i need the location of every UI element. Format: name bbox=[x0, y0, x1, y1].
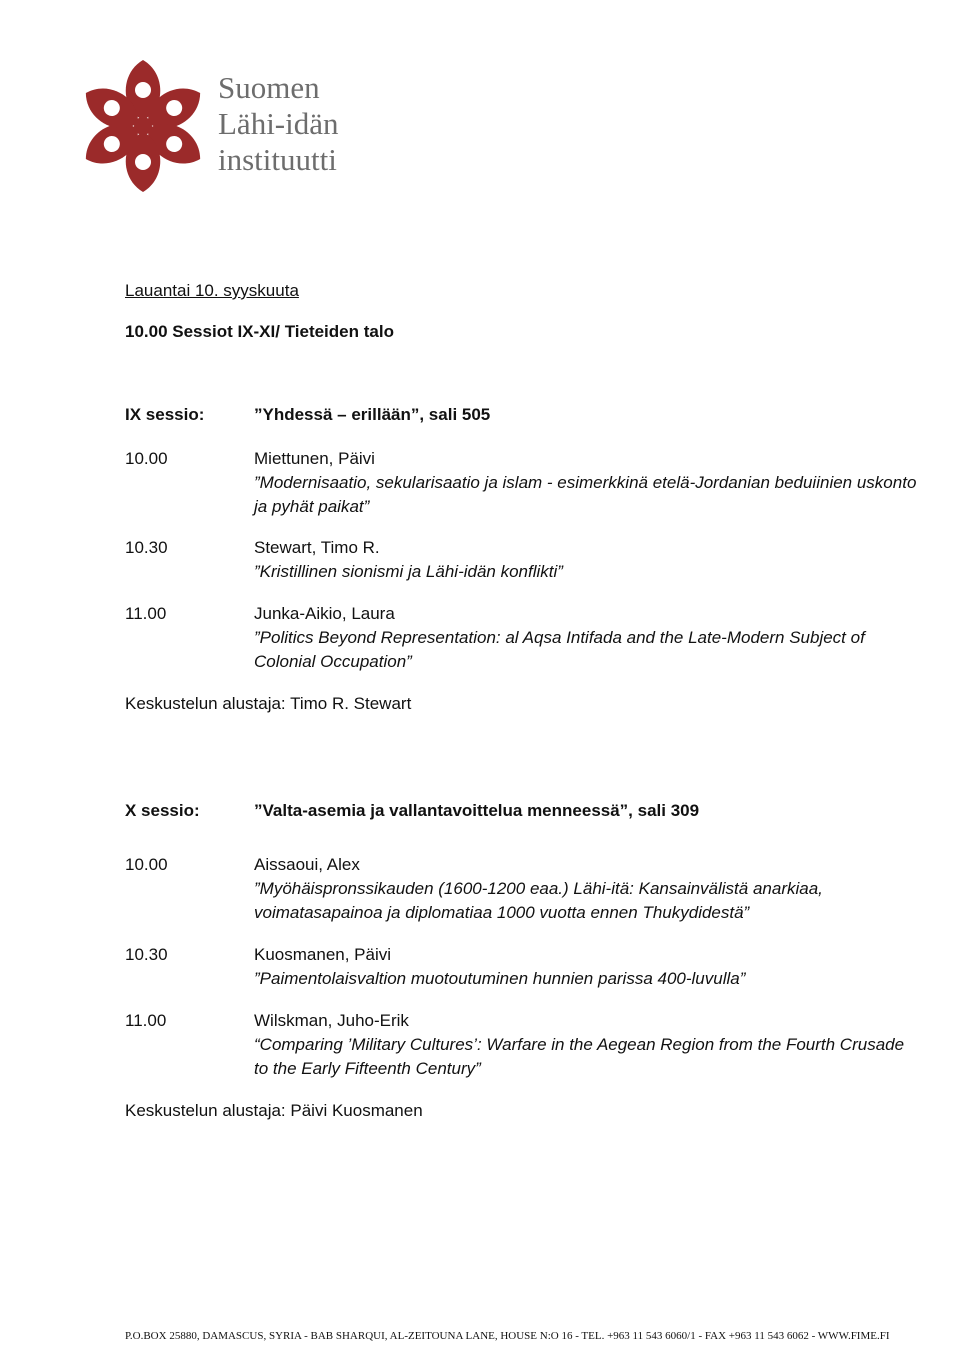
sessions-subheading: 10.00 Sessiot IX-XI/ Tieteiden talo bbox=[125, 322, 394, 341]
session-x-discussant: Keskustelun alustaja: Päivi Kuosmanen bbox=[125, 1101, 423, 1120]
session-ix-label: IX sessio: bbox=[125, 405, 205, 424]
talk-title: ”Politics Beyond Representation: al Aqsa Intifada and the Late-Modern Subject of bbox=[254, 628, 865, 647]
session-ix-discussant: Keskustelun alustaja: Timo R. Stewart bbox=[125, 694, 412, 713]
talk-speaker: Wilskman, Juho-Erik bbox=[254, 1011, 409, 1030]
logo-line2: Lähi-idän bbox=[218, 106, 339, 141]
talk-time: 10.30 bbox=[125, 945, 168, 964]
session-x-title: ”Valta-asemia ja vallantavoittelua menneessä”, sali 309 bbox=[254, 801, 700, 820]
talk-speaker: Junka-Aikio, Laura bbox=[254, 604, 395, 623]
date-heading: Lauantai 10. syyskuuta bbox=[125, 281, 299, 300]
talk-time: 11.00 bbox=[125, 604, 167, 623]
talk-speaker: Kuosmanen, Päivi bbox=[254, 945, 392, 964]
talk-title: ja pyhät paikat” bbox=[254, 497, 370, 516]
session-x-label: X sessio: bbox=[125, 801, 200, 820]
session-ix-title-text: Yhdessä – erillään”, sali 505 bbox=[262, 405, 491, 424]
talk-title: ”Modernisaatio, sekularisaatio ja islam - esimerkkinä etelä-Jordanian beduiinien uskonto bbox=[254, 473, 917, 492]
talk-speaker: Miettunen, Päivi bbox=[254, 449, 375, 468]
talk-title: ”Kristillinen sionismi ja Lähi-idän konflikti” bbox=[254, 562, 563, 581]
session-ix-title: ”Yhdessä – erillään”, sali 505 bbox=[254, 405, 491, 424]
logo-text bbox=[218, 70, 339, 178]
logo-line3: instituutti bbox=[218, 142, 337, 177]
talk-time: 10.00 bbox=[125, 449, 168, 468]
talk-time: 10.30 bbox=[125, 538, 168, 557]
talk-title: Colonial Occupation” bbox=[254, 652, 412, 671]
flower-logo-icon bbox=[68, 48, 218, 198]
talk-title: to the Early Fifteenth Century” bbox=[254, 1059, 481, 1078]
institute-logo bbox=[68, 48, 368, 203]
talk-title: ”Myöhäispronssikauden (1600-1200 eaa.) Lähi-itä: Kansainvälistä anarkiaa, bbox=[254, 879, 823, 898]
talk-speaker: Stewart, Timo R. bbox=[254, 538, 380, 557]
talk-speaker: Aissaoui, Alex bbox=[254, 855, 360, 874]
talk-title: voimatasapainoa ja diplomatiaa 1000 vuotta ennen Thukydidestä” bbox=[254, 903, 750, 922]
logo-line1: Suomen bbox=[218, 70, 320, 105]
footer-address: P.O.BOX 25880, DAMASCUS, SYRIA - BAB SHARQUI, AL-ZEITOUNA LANE, HOUSE N:O 16 - TEL. +963 11 543 6060/1 - FAX +963 11 543 6062 - WWW.FIME.FI bbox=[125, 1330, 890, 1342]
talk-time: 10.00 bbox=[125, 855, 168, 874]
talk-time: 11.00 bbox=[125, 1011, 167, 1030]
talk-title: “Comparing ’Military Cultures’: Warfare in the Aegean Region from the Fourth Crusade bbox=[254, 1035, 905, 1054]
talk-title: ”Paimentolaisvaltion muotoutuminen hunnien parissa 400-luvulla” bbox=[254, 969, 746, 988]
